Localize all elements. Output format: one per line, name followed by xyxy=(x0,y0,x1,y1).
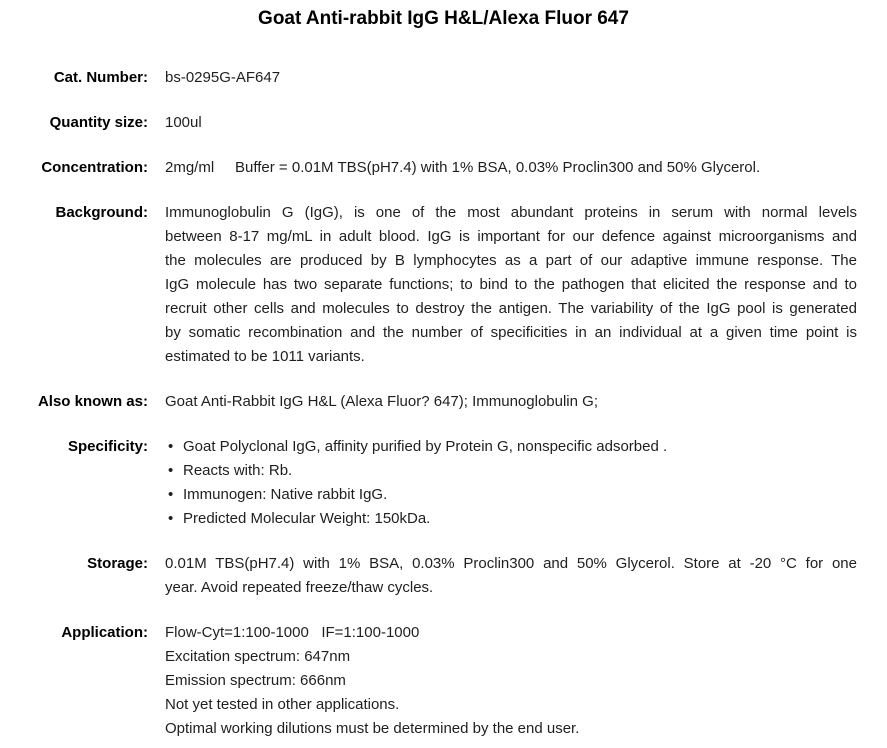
page-title: Goat Anti-rabbit IgG H&L/Alexa Fluor 647 xyxy=(258,8,629,29)
background-paragraph-line: by somatic recombination and the number of specificities in an individual at a given time point is xyxy=(165,324,857,341)
also-known-as-value: Goat Anti-Rabbit IgG H&L (Alexa Fluor? 647); Immunoglobulin G; xyxy=(165,393,598,410)
quantity-size-label: Quantity size: xyxy=(49,114,148,131)
list-item-text: Predicted Molecular Weight: 150kDa. xyxy=(183,510,431,527)
concentration-value: 2mg/ml Buffer = 0.01M TBS(pH7.4) with 1% BSA, 0.03% Proclin300 and 50% Glycerol. xyxy=(165,159,761,176)
background-paragraph-line: the molecules are produced by B lymphocytes as a part of our adaptive immune response. The xyxy=(165,252,857,269)
cat-number-label: Cat. Number: xyxy=(53,69,148,86)
application-line: Optimal working dilutions must be determined by the end user. xyxy=(165,720,580,737)
list-item xyxy=(165,483,857,507)
field-row-also-known-as xyxy=(0,390,887,414)
bullet-icon: • xyxy=(168,486,174,503)
storage-paragraph-line: 0.01M TBS(pH7.4) with 1% BSA, 0.03% Proclin300 and 50% Glycerol. Store at -20 °C for one xyxy=(165,555,857,572)
background-paragraph-line: estimated to be 1011 variants. xyxy=(165,348,365,365)
background-paragraph-line: IgG molecule has two separate functions; to bind to the pathogen that elicited the response and to xyxy=(165,276,857,293)
background-label: Background: xyxy=(55,204,148,221)
list-item-text: Immunogen: Native rabbit IgG. xyxy=(183,486,388,503)
background-paragraph-line: between 8-17 mg/mL in adult blood. IgG is important for our defence against microorganisms and xyxy=(165,228,857,245)
cat-number-value: bs-0295G-AF647 xyxy=(165,69,281,86)
field-row-specificity xyxy=(0,435,887,531)
list-item-text: Reacts with: Rb. xyxy=(183,462,293,479)
application-line: Emission spectrum: 666nm xyxy=(165,672,346,689)
application-line: Not yet tested in other applications. xyxy=(165,696,400,713)
background-paragraph xyxy=(165,201,857,369)
field-row-cat-number xyxy=(0,66,887,90)
background-paragraph-line: recruit other cells and molecules to destroy the antigen. The variability of the IgG pool is generated xyxy=(165,300,857,317)
list-item-text: Goat Polyclonal IgG, affinity purified by Protein G, nonspecific adsorbed . xyxy=(183,438,668,455)
application-line: Flow-Cyt=1:100-1000 IF=1:100-1000 xyxy=(165,624,420,641)
bullet-icon: • xyxy=(168,462,174,479)
application-lines xyxy=(165,621,857,741)
list-item xyxy=(165,459,857,483)
field-row-concentration xyxy=(0,156,887,180)
field-row-quantity-size xyxy=(0,111,887,135)
storage-label: Storage: xyxy=(87,555,148,572)
application-label: Application: xyxy=(61,624,148,641)
storage-paragraph-line: year. Avoid repeated freeze/thaw cycles. xyxy=(165,579,434,596)
quantity-size-value: 100ul xyxy=(165,114,202,131)
list-item xyxy=(165,507,857,531)
specificity-label: Specificity: xyxy=(67,438,148,455)
storage-paragraph xyxy=(165,552,857,600)
list-item xyxy=(165,435,857,459)
application-line: Excitation spectrum: 647nm xyxy=(165,648,351,665)
field-row-background xyxy=(0,201,887,369)
field-row-storage xyxy=(0,552,887,600)
specificity-value xyxy=(165,435,857,531)
bullet-icon: • xyxy=(168,438,174,455)
also-known-as-label: Also known as: xyxy=(37,393,148,410)
specificity-list xyxy=(165,435,857,531)
field-row-application xyxy=(0,621,887,741)
concentration-label: Concentration: xyxy=(41,159,148,176)
background-paragraph-line: Immunoglobulin G (IgG), is one of the most abundant proteins in serum with normal levels xyxy=(165,204,857,221)
bullet-icon: • xyxy=(168,510,174,527)
